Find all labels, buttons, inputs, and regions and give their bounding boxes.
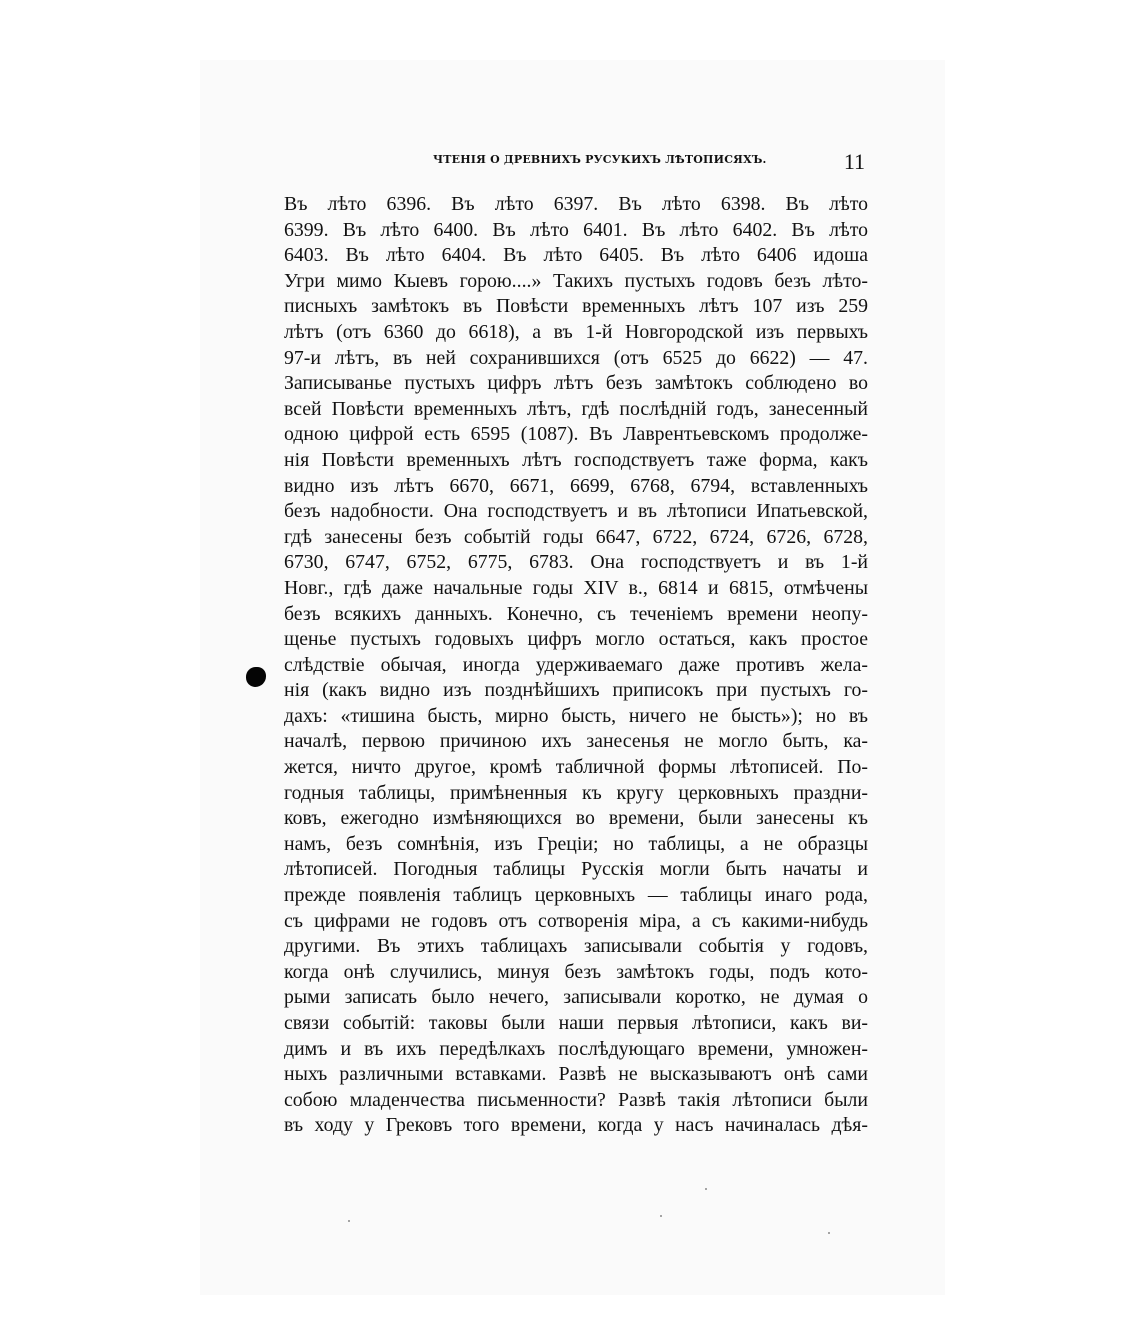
text-line: 6730, 6747, 6752, 6775, 6783. Она господствуетъ и въ 1-й	[284, 551, 868, 574]
text-line: Новг., гдѣ даже начальные годы XIV в., 6814 и 6815, отмѣчены	[284, 576, 868, 599]
text-line: нія Повѣсти временныхъ лѣтъ господствуетъ таже форма, какъ	[284, 448, 868, 471]
text-line: 6399. Въ лѣто 6400. Въ лѣто 6401. Въ лѣто 6402. Въ лѣто	[284, 218, 868, 241]
text-line: съ цифрами не годовъ отъ сотворенія міра, а съ какими-нибудь	[284, 909, 868, 932]
text-line: другими. Въ этихъ таблицахъ записывали событія у годовъ,	[284, 935, 868, 958]
text-line: безъ надобности. Она господствуетъ и въ лѣтописи Ипатьевской,	[284, 500, 868, 523]
text-line: одною цифрой есть 6595 (1087). Въ Лаврентьевскомъ продолже-	[284, 423, 868, 446]
text-line: прежде появленія таблицъ церковныхъ — таблицы инаго рода,	[284, 884, 868, 907]
text-line: Въ лѣто 6396. Въ лѣто 6397. Въ лѣто 6398. Въ лѣто	[284, 193, 868, 215]
text-line: началѣ, первою причиною ихъ занесенья не могло быть, ка-	[284, 730, 868, 753]
text-line: связи событій: таковы были наши первыя лѣтописи, какъ ви-	[284, 1012, 868, 1034]
text-line: ковъ, ежегодно измѣняющихся во времени, были занесены къ	[284, 807, 868, 830]
text-line: слѣдствіе обычая, иногда удерживаемаго даже противъ жела-	[284, 653, 868, 676]
paper-speck	[660, 1215, 662, 1217]
page-number: 11	[843, 149, 865, 174]
text-line: безъ всякихъ данныхъ. Конечно, съ теченіемъ времени неопу-	[284, 602, 868, 625]
text-line: писныхъ замѣтокъ въ Повѣсти временныхъ лѣтъ 107 изъ 259	[284, 295, 868, 318]
text-line: видно изъ лѣтъ 6670, 6671, 6699, 6768, 6794, вставленныхъ	[284, 474, 868, 497]
paper-speck	[348, 1220, 350, 1222]
text-line: рыми записать было нечего, записывали коротко, не думая о	[284, 986, 868, 1009]
text-line: димъ и въ ихъ передѣлкахъ послѣдующаго времени, умножен-	[284, 1037, 868, 1060]
text-line: намъ, безъ сомнѣнія, изъ Греціи; но таблицы, а не образцы	[284, 832, 868, 855]
running-head	[433, 149, 865, 174]
text-line: всей Повѣсти временныхъ лѣтъ, гдѣ послѣдній годъ, занесенный	[284, 397, 868, 420]
text-line: лѣтописей. Погодныя таблицы Русскія могли быть начаты и	[284, 858, 868, 881]
paper-speck	[705, 1188, 707, 1190]
text-line: 97-и лѣтъ, въ ней сохранившихся (отъ 6525 до 6622) — 47.	[284, 346, 868, 369]
text-line: жется, ничто другое, кромѣ табличной формы лѣтописей. По-	[284, 756, 868, 779]
text-line: нія (какъ видно изъ позднѣйшихъ приписокъ при пустыхъ го-	[284, 679, 868, 702]
text-line: Записыванье пустыхъ цифръ лѣтъ безъ замѣтокъ соблюдено во	[284, 372, 868, 395]
text-line: въ ходу у Грековъ того времени, когда у насъ начиналась дѣя-	[284, 1114, 868, 1137]
text-line: лѣтъ (отъ 6360 до 6618), а въ 1-й Новгородской изъ первыхъ	[284, 320, 868, 343]
text-line: щенье пустыхъ годовыхъ цифръ могло остаться, какъ простое	[284, 628, 868, 651]
body-text	[284, 192, 868, 1139]
text-line: гдѣ занесены безъ событій годы 6647, 6722, 6724, 6726, 6728,	[284, 525, 868, 548]
text-line: годныя таблицы, примѣненныя къ кругу церковныхъ праздни-	[284, 781, 868, 804]
text-line: собою младенчества письменности? Развѣ такія лѣтописи были	[284, 1088, 868, 1111]
text-line: 6403. Въ лѣто 6404. Въ лѣто 6405. Въ лѣто 6406 идоша	[284, 244, 868, 267]
running-title: ЧТЕНІЯ О ДРЕВНИХЪ РУСУКИХЪ ЛѢТОПИСЯХЪ.	[433, 153, 767, 166]
paper-speck	[828, 1232, 830, 1234]
text-line: Угри мимо Кыевъ горою....» Такихъ пустыхъ годовъ безъ лѣто-	[284, 269, 868, 292]
text-line: дахъ: «тишина бысть, мирно бысть, ничего не бысть»); но въ	[284, 704, 868, 727]
text-line: когда онѣ случились, минуя безъ замѣтокъ годы, подъ кото-	[284, 960, 868, 983]
text-line: ныхъ различными вставками. Развѣ не высказываютъ онѣ сами	[284, 1063, 868, 1086]
